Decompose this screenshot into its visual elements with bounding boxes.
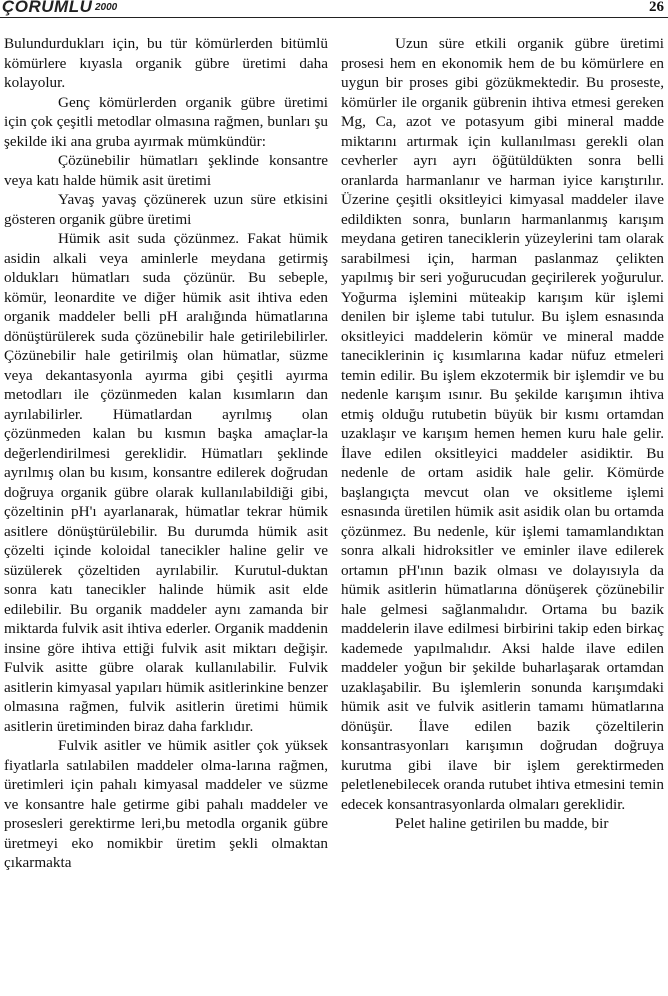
- paragraph: Uzun süre etkili organik gübre üretimi prosesi hem en ekonomik hem de bu kömürlere en uygun bir proses gibi gözükmektedir. Bu proseste, kömürler ile organik gübrenin ihtiva etmesi gereken Mg, Ca, azot ve potasyum gibi mineral madde miktarını artırmak için kullanılması gerekli olan cevherler ayrı ayrı öğütüldükten sonra belli oranlarda harmanlanır ve harman iyice karıştırılır. Üzerine çeşitli oksitleyici kimyasal maddeler ilave edildikten sonra, bunların harmanlanmış karışım meydana getiren taneciklerin yüzeylerini tam olarak sarabilmesi için, harman paslanmaz çelikten yapılmış bir seri yoğurucudan geçirilerek yoğurulur. Yoğurma işlemini müteakip karışım kür işlemi denilen bir işleme tabi tutulur. Bu işlem esnasında oksitleyici maddelerin kömür ve mineral madde taneciklerinin iç kısımlarına kadar nüfuz etmeleri temin edilir. Bu işlem ekzotermik bir işlemdir ve bu nedenle karışım ısınır. Bu şekilde karışımın ihtiva etmiş olduğu rutubetin büyük bir kısmı ortamdan uzaklaşır ve karışım hemen hemen kuru hale gelir. İlave edilen oksitleyici maddeler asidiktir. Bu nedenle de ortam asidik hale gelir. Kömürde başlangıçta mevcut olan ve oksitleme işlemi esnasında üretilen hümik asit asidik olan bu ortamda çözünmez. Bu nedenle, kür işlemi tamamlandıktan sonra alkali hidroksitler ve eminler ilave edilerek ortamın pH'ının bazik olması ve dolayısıyla da hümik asitlerin hümatlarına dönüşerek çözünebilir hale gelmesi sağlanmalıdır. Ortama bu bazik maddelerin ilave edilmesi birbirini takip eden birkaç kademede yapılmalıdır. Aksi halde ilave edilen maddeler yoğun bir şekilde buharlaşarak ortamdan uzaklaşabilir. Bu işlemlerin sonunda karışımdaki hümik asit ve fulvik asitlerin tamamı hümatlarına dönüşür. İlave edilen bazik çözeltilerin konsantrasyonları karışımın doğrudan doğruya kurutma gibi ilave bir işlem gerektirmeden peletlenebilecek oranda rutubet ihtiva etmesini temin edecek konsantrasyonlarda olmaları gereklidir.: [341, 35, 664, 813]
- header-rule: [0, 17, 668, 18]
- journal-brand: ÇORUMLU: [2, 0, 93, 16]
- paragraph: Genç kömürlerden organik gübre üretimi için çok çeşitli metodlar olmasına rağmen, bunları şu şekilde iki ana gruba ayırmak mümkündür:: [4, 93, 328, 150]
- paragraph: Yavaş yavaş çözünerek uzun süre etkisini gösteren organik gübre üretimi: [4, 191, 328, 228]
- journal-year: 2000: [95, 2, 118, 13]
- paragraph: Fulvik asitler ve hümik asitler çok yüksek fiyatlarla satılabilen maddeler olma-larına rağmen, üretimleri için pahalı kimyasal maddeler ve süzme ve konsantre hale getirme gibi pahalı maddeler ve prosesleri gerektirme leri,bu metodla organik gübre üretmeyi eko nomikbir üretim şekli olmaktan çıkarmakta: [4, 737, 328, 871]
- page-number: 26: [649, 0, 664, 15]
- right-column: [341, 34, 664, 834]
- paragraph: Hümik asit suda çözünmez. Fakat hümik asidin alkali veya aminlerle meydana getirmiş oldukları hümatları suda çözünür. Bu sebeple, kömür, leonardite ve diğer hümik asit ihtiva eden organik maddeler belli pH aralığında hümatlarına dönüştürülerek suda çözünebilir hale getirilebilirler. Çözünebilir hale getirilmiş olan hümatlar, süzme veya dekantasyonla ayırma gibi çeşitli ayırma metodları ile çözünmeden kalan kısımların dan ayrılabilirler. Hümatlardan ayrılmış olan çözünmeden kalan bu kısmın başka amaçlar-la değerlendirilmesi gereklidir. Hümatları şeklinde ayrılmış olan bu kısım, konsantre edilerek doğrudan doğruya organik gübre olarak kullanılabildiği gibi, çözeltinin pH'ı ayarlanarak, hümatlar tekrar hümik asitlere dönüştürülebilir. Bu durumda hümik asit çözelti içinde koloidal tanecikler haline gelir ve süzülerek çözeltiden ayrılabilir. Kurutul-duktan sonra katı tanecikler halinde hümik asit elde edilebilir. Bu organik maddeler aynı zamanda bir miktarda fulvik asit ihtiva ederler. Organik maddenin insine göre ihtiva ettiği fulvik asit miktarı değişir. Fulvik asitte gübre olarak kullanılabilir. Fulvik asitlerin kimyasal yapıları hümik asitlerinkine benzer olmasına rağmen, fulvik asitlerin üretimi hümik asitlerin üretiminden biraz daha farklıdır.: [4, 230, 328, 735]
- paragraph: Bulundurdukları için, bu tür kömürlerden bitümlü kömürlere kıyasla organik gübre üretimi daha kolayolur.: [4, 35, 328, 91]
- paragraph: Çözünebilir hümatları şeklinde konsantre veya katı halde hümik asit üretimi: [4, 152, 328, 189]
- left-column: [4, 34, 328, 873]
- page-header: [0, 0, 668, 20]
- paragraph: Pelet haline getirilen bu madde, bir: [395, 815, 609, 832]
